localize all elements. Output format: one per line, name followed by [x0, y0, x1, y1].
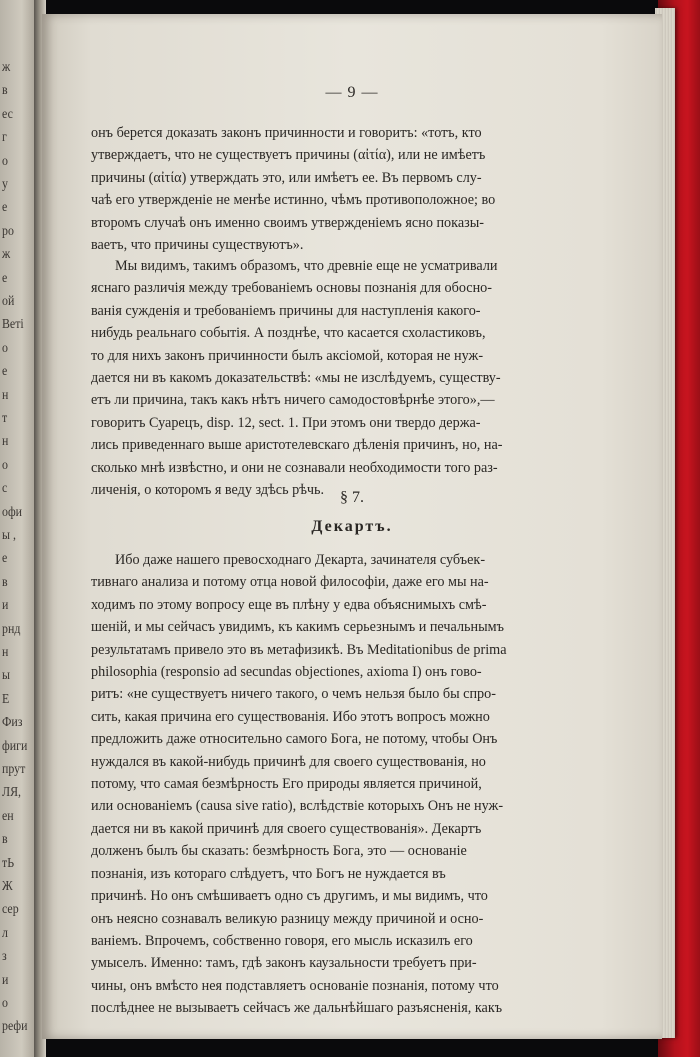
text-line: онъ неясно сознавалъ великую разницу между причиной и осно- [91, 910, 484, 927]
left-page-text: сер [2, 902, 19, 918]
page-number: — 9 — [325, 84, 379, 101]
left-page-text: ж [2, 247, 11, 263]
left-page-text: Физ [2, 715, 23, 731]
text-line: ванія сужденія и требованіемъ причины для наступленія какого- [91, 302, 481, 319]
left-page-text: у [2, 177, 8, 192]
text-line: нибудь реальнаго событія. А позднѣе, что касается схоластиковъ, [91, 325, 486, 342]
text-line: сколько мнѣ извѣстно, и они не сознавали необходимости того раз- [91, 459, 498, 476]
left-page-text: о [2, 996, 8, 1011]
paragraph-1 [91, 122, 635, 256]
left-page-text: ой [2, 294, 15, 309]
text-line: чины, онъ вмѣсто нея подставляетъ основаніе познанія, потому что [91, 977, 499, 994]
text-line: Ибо даже нашего превосходнаго Декарта, зачинателя субъек- [115, 552, 486, 568]
text-line: яснаго различія между требованіемъ основы познанія для обосно- [91, 280, 492, 297]
book-page [42, 14, 662, 1039]
left-page-text: г [2, 130, 7, 146]
text-line: ходимъ по этому вопросу еще въ плѣну у едва объяснимыхъ смѣ- [91, 596, 487, 613]
left-page-text: з [2, 949, 7, 965]
text-line: етъ ли причина, такъ какъ нѣтъ ничего самодостовѣрнѣе этого»,— [91, 392, 495, 409]
text-line: потому, что самая безмѣрность Его природы является причиной, [91, 776, 482, 793]
section-title: Декартъ. [311, 518, 393, 535]
left-page-text: Ж [2, 879, 13, 894]
text-line: сить, какая причина его существованія. Ибо этотъ вопросъ можно [91, 708, 490, 725]
text-line: ваетъ, что причины существуютъ». [91, 237, 304, 254]
left-page-text: ес [2, 106, 13, 122]
left-page-text: н [2, 645, 9, 660]
text-line: шеній, и мы сейчасъ увидимъ, къ какимъ серьезнымъ и печальнымъ [91, 619, 504, 636]
left-page-text: о [2, 340, 8, 356]
left-page-text: с [2, 481, 8, 497]
left-page-text: и [2, 972, 9, 988]
text-line: ваніемъ. Впрочемъ, собственно говоря, его мысль исказилъ его [91, 932, 473, 949]
text-line: нуждался въ какой-нибудь причинѣ для своего существованія, но [91, 753, 486, 770]
text-line: или основаніемъ (causa sive ratio), вслѣдствіе которыхъ Онъ не нуж- [91, 798, 504, 815]
paragraph-2 [91, 255, 635, 501]
left-page-text: е [2, 364, 8, 380]
left-page-text: тЬ [2, 855, 15, 871]
text-line: личенія, о которомъ я веду здѣсь рѣчь. [91, 482, 325, 499]
text-line: предложить даже относительно самого Бога, не потому, чтобы Онъ [91, 731, 498, 748]
left-page-text: рнд [2, 621, 21, 637]
left-page-text: е [2, 551, 8, 567]
text-line: то для нихъ законъ причинности былъ аксіомой, которая не нуж- [91, 347, 484, 364]
text-line: второмъ случаѣ онъ именно своимъ утвержденіемъ ясно показы- [91, 214, 484, 231]
text-line: послѣднее не вызываетъ сейчасъ же дальнѣйшаго разъясненія, какъ [91, 1000, 503, 1017]
left-page-text: н [2, 387, 9, 403]
paragraph-3 [91, 549, 635, 1020]
left-page-text: т [2, 411, 8, 426]
text-line: ритъ: «не существуетъ ничего такого, о чемъ нельзя было бы спро- [91, 686, 496, 703]
text-line: говоритъ Суарецъ, disp. 12, sect. 1. При этомъ они твердо держа- [91, 414, 481, 431]
text-line: утверждаетъ, что не существуетъ причины (αἰτία), или не имѣетъ [91, 147, 486, 164]
text-line: чаѣ его утвержденіе не менѣе истинно, чѣмъ противоположное; во [91, 192, 496, 209]
text-line: дается ни въ какомъ доказательствѣ: «мы не изслѣдуемъ, существу- [91, 370, 501, 387]
text-line: результатамъ привело это въ метафизикѣ. Въ Meditationibus de prima [91, 641, 507, 658]
left-page-text: ен [2, 808, 14, 824]
left-page-text: в [2, 574, 8, 590]
left-page-text: ы [2, 668, 10, 684]
left-page-text: в [2, 83, 8, 99]
text-line: Мы видимъ, такимъ образомъ, что древніе еще не усматривали [115, 258, 498, 274]
text-line: дается ни въ какой причинѣ для своего существованія». Декартъ [91, 820, 482, 837]
text-line: познанія, изъ котораго слѣдуетъ, что Богъ не нуждается въ [91, 865, 446, 882]
text-line: тивнаго анализа и потому отца новой философіи, даже его мы на- [91, 574, 489, 591]
left-page-text: ы , [2, 528, 16, 543]
text-line: умыселъ. Именно: тамъ, гдѣ законъ каузальности требуетъ при- [91, 955, 477, 972]
text-line: онъ берется доказать законъ причинности и говоритъ: «тотъ, кто [91, 125, 482, 141]
left-page-text: Е [2, 691, 10, 707]
left-page-text: ж [2, 60, 11, 75]
text-line: лись приведеннаго выше аристотелевскаго дѣленія причинъ, но, на- [91, 437, 503, 454]
text-line: philosophia (responsio ad secundas objectiones, axioma I) онъ гово- [91, 664, 482, 681]
left-page-text: е [2, 200, 8, 216]
left-page-text: о [2, 457, 8, 473]
left-page-text: прут [2, 762, 26, 777]
left-page-text: фиги [2, 738, 28, 754]
left-page-text: офи [2, 504, 23, 520]
left-page-text: рефи [2, 1019, 28, 1035]
text-line: причинѣ. Но онъ смѣшиваетъ одно съ другимъ, и мы видимъ, что [91, 888, 488, 905]
left-page-text: ро [2, 223, 14, 239]
left-page-text: и [2, 598, 9, 614]
left-page-text: л [2, 925, 8, 941]
left-page-text: в [2, 832, 8, 848]
text-line: причины (αἰτία) утверждать это, или имѣетъ ее. Въ первомъ слу- [91, 169, 482, 186]
text-line: долженъ былъ бы сказать: безмѣрность Бога, это — основаніе [91, 843, 467, 860]
left-page-text: н [2, 434, 9, 450]
left-page-text: Веті [2, 317, 24, 333]
left-page-text: о [2, 153, 8, 169]
left-page-fragment [0, 0, 36, 1057]
left-page-text: e [2, 270, 8, 286]
section-mark: § 7. [340, 489, 364, 506]
left-page-text: ЛЯ, [2, 785, 21, 801]
